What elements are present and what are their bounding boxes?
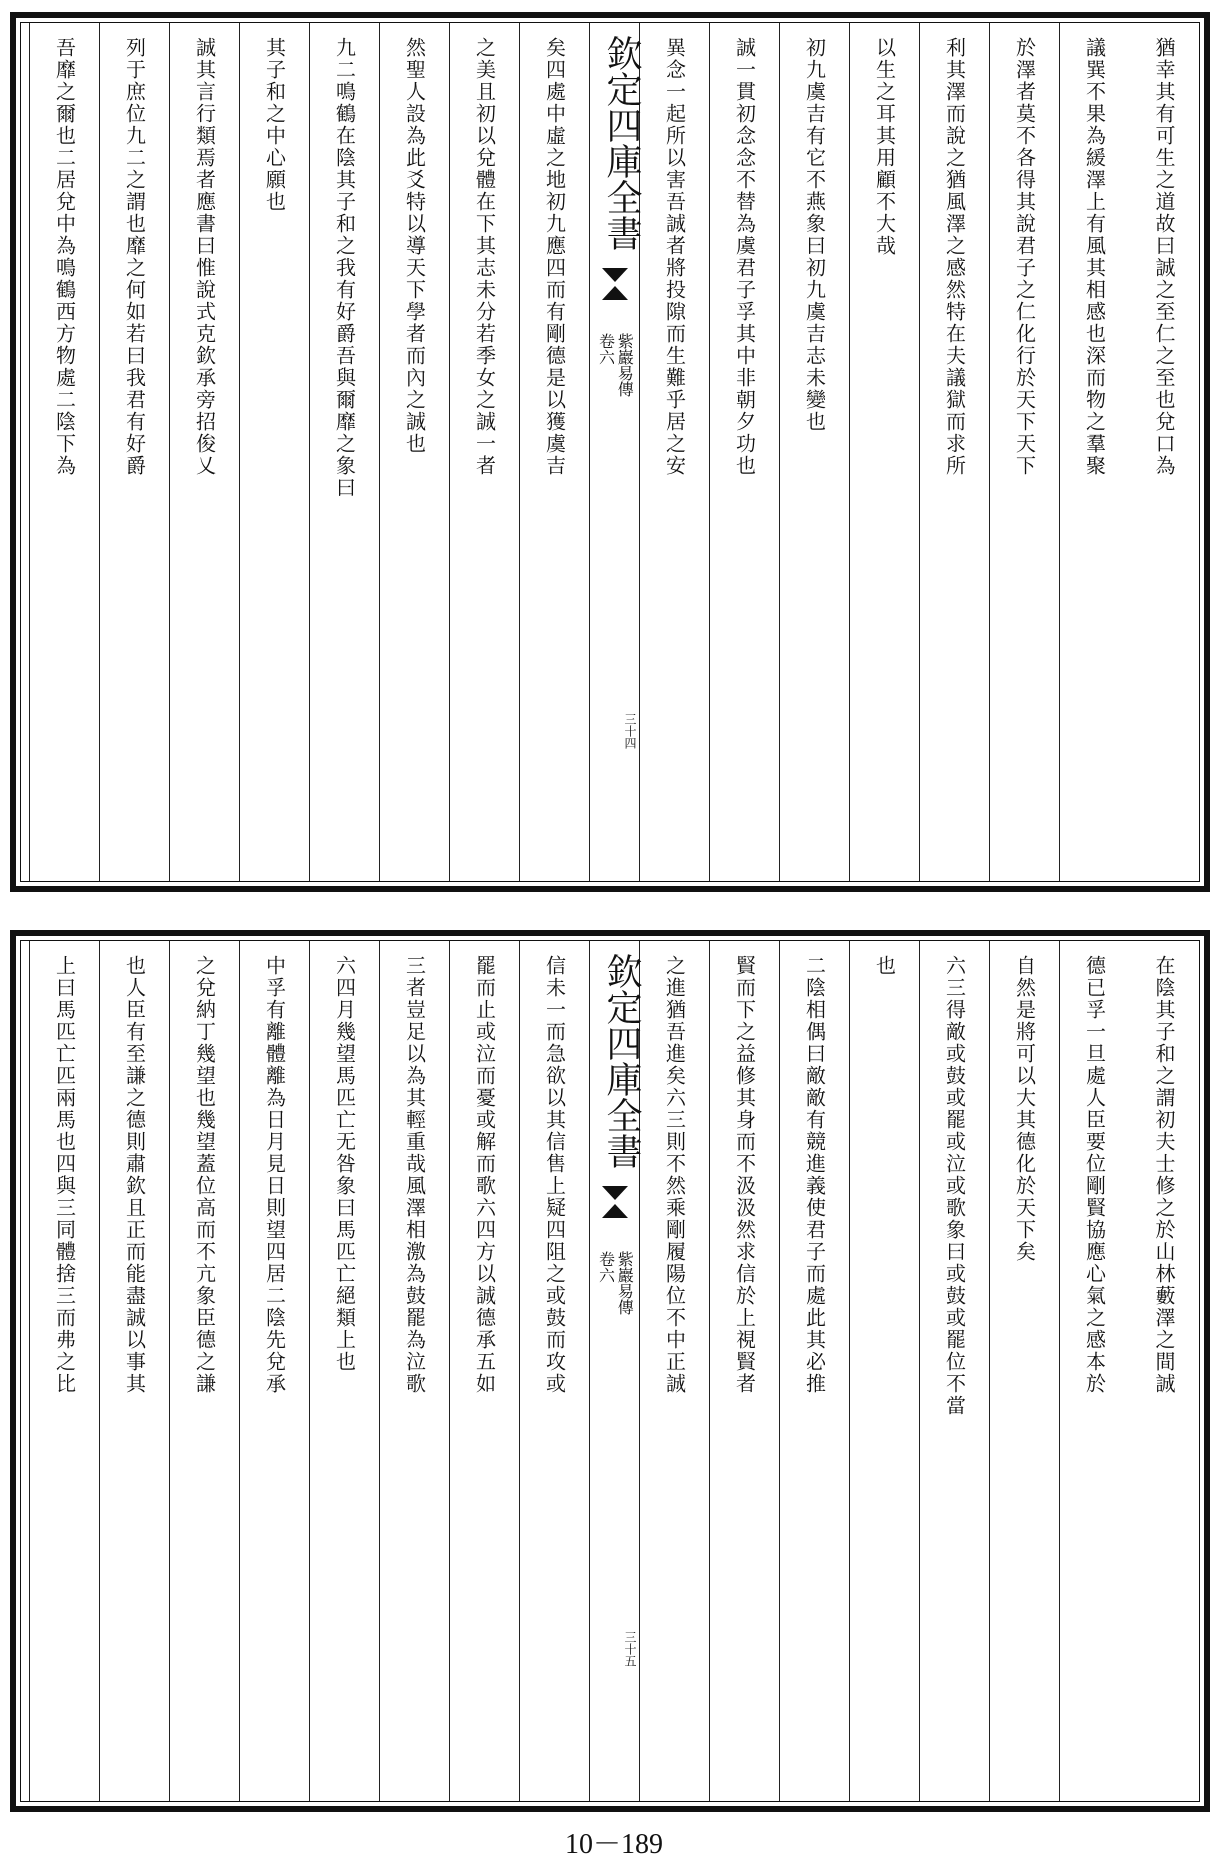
column-text: 九二鳴鶴在陰其子和之我有好爵吾與爾靡之象曰 (332, 37, 357, 499)
text-column (449, 23, 519, 881)
page-frame (20, 22, 1200, 882)
column-text: 然聖人設為此爻特以導天下學者而內之誠也 (402, 37, 427, 455)
column-text: 自然是將可以大其德化於天下矣 (1012, 955, 1037, 1263)
text-column (519, 23, 589, 881)
column-text: 利其澤而說之猶風澤之感然特在夫議獄而求所 (942, 37, 967, 477)
column-text: 於澤者莫不各得其說君子之仁化行於天下天下 (1012, 37, 1037, 477)
fishtail-mark-icon (602, 1186, 628, 1220)
column-text: 也 (872, 955, 897, 977)
column-text: 信未一而急欲以其信售上疑四阻之或鼓而攻或 (542, 955, 567, 1395)
text-column (169, 941, 239, 1801)
column-text: 上曰馬匹亡匹兩馬也四與三同體捨三而弗之比 (52, 955, 77, 1395)
text-column (169, 23, 239, 881)
column-text: 二陰相偶曰敵敵有競進義使君子而處此其必推 (802, 955, 827, 1395)
column-text: 誠其言行類焉者應書曰惟說式克欽承旁招俊乂 (192, 37, 217, 477)
text-column (779, 941, 849, 1801)
text-column (989, 941, 1059, 1801)
text-column (919, 941, 989, 1801)
book-title: 紫巖易傳 (615, 1251, 635, 1315)
text-column (309, 941, 379, 1801)
collection-title: 欽定四庫全書 (601, 953, 642, 1169)
text-column (309, 23, 379, 881)
text-column (379, 941, 449, 1801)
text-column (849, 941, 919, 1801)
text-column (449, 941, 519, 1801)
column-text: 之兌納丁幾望也幾望蓋位高而不亢象臣德之謙 (192, 955, 217, 1395)
folio-number: 三十四 (623, 713, 637, 749)
book-title: 紫巖易傳 (615, 333, 635, 397)
center-fold (589, 23, 642, 881)
volume-label: 卷六 (596, 1251, 616, 1283)
column-text: 在陰其子和之謂初夫士修之於山林藪澤之間誠 (1152, 955, 1176, 1395)
column-text: 猶幸其有可生之道故曰誠之至仁之至也兌口為 (1152, 37, 1176, 477)
text-column (29, 941, 99, 1801)
fold-labels (590, 333, 639, 397)
column-text: 之進猶吾進矣六三則不然乘剛履陽位不中正誠 (662, 955, 687, 1395)
text-column (989, 23, 1059, 881)
column-text: 吾靡之爾也二居兌中為鳴鶴西方物處二陰下為 (52, 37, 77, 477)
text-column (849, 23, 919, 881)
text-column (1059, 23, 1129, 881)
column-text: 誠一貫初念念不替為虞君子孚其中非朝夕功也 (732, 37, 757, 477)
column-text: 中孚有離體離為日月見日則望四居二陰先兌承 (262, 955, 287, 1395)
text-column (99, 23, 169, 881)
text-column (639, 23, 709, 881)
text-column (709, 23, 779, 881)
text-column (1059, 941, 1129, 1801)
fishtail-mark-icon (602, 268, 628, 302)
scan-page-number: 10－189 (564, 1829, 663, 1860)
center-fold (589, 941, 642, 1801)
text-column (239, 23, 309, 881)
text-column (919, 23, 989, 881)
text-column (519, 941, 589, 1801)
column-text: 也人臣有至謙之德則肅欽且正而能盡誠以事其 (122, 955, 147, 1395)
fold-labels (590, 1251, 639, 1315)
text-column (29, 23, 99, 881)
text-column (779, 23, 849, 881)
column-text: 列于庶位九二之謂也靡之何如若曰我君有好爵 (122, 37, 147, 477)
volume-label: 卷六 (596, 333, 616, 365)
column-text: 罷而止或泣而憂或解而歌六四方以誠德承五如 (472, 955, 497, 1395)
column-text: 德已孚一旦處人臣要位剛賢協應心氣之感本於 (1082, 955, 1107, 1395)
text-column (639, 941, 709, 1801)
folio-page-34 (10, 12, 1210, 892)
column-text: 初九虞吉有它不燕象曰初九虞吉志未變也 (802, 37, 827, 433)
text-column (709, 941, 779, 1801)
column-text: 賢而下之益修其身而不汲汲然求信於上視賢者 (732, 955, 757, 1395)
text-column (1129, 23, 1199, 881)
folio-page-35 (10, 930, 1210, 1812)
folio-number: 三十五 (623, 1631, 637, 1667)
column-text: 六三得敵或鼓或罷或泣或歌象曰或鼓或罷位不當 (942, 955, 967, 1417)
column-text: 三者豈足以為其輕重哉風澤相激為鼓罷為泣歌 (402, 955, 427, 1395)
collection-title: 欽定四庫全書 (601, 35, 642, 251)
column-text: 議巽不果為緩澤上有風其相感也深而物之羣聚 (1082, 37, 1107, 477)
text-column (99, 941, 169, 1801)
column-text: 之美且初以兌體在下其志未分若季女之誠一者 (472, 37, 497, 477)
text-column (1129, 941, 1199, 1801)
text-column (379, 23, 449, 881)
text-column (239, 941, 309, 1801)
column-text: 以生之耳其用顧不大哉 (872, 37, 897, 257)
column-text: 矣四處中虛之地初九應四而有剛德是以獲虞吉 (542, 37, 567, 477)
column-text: 異念一起所以害吾誠者將投隙而生難乎居之安 (662, 37, 687, 477)
column-text: 六四月幾望馬匹亡无咎象曰馬匹亡絕類上也 (332, 955, 357, 1373)
page-frame (20, 940, 1200, 1802)
column-text: 其子和之中心願也 (262, 37, 287, 213)
